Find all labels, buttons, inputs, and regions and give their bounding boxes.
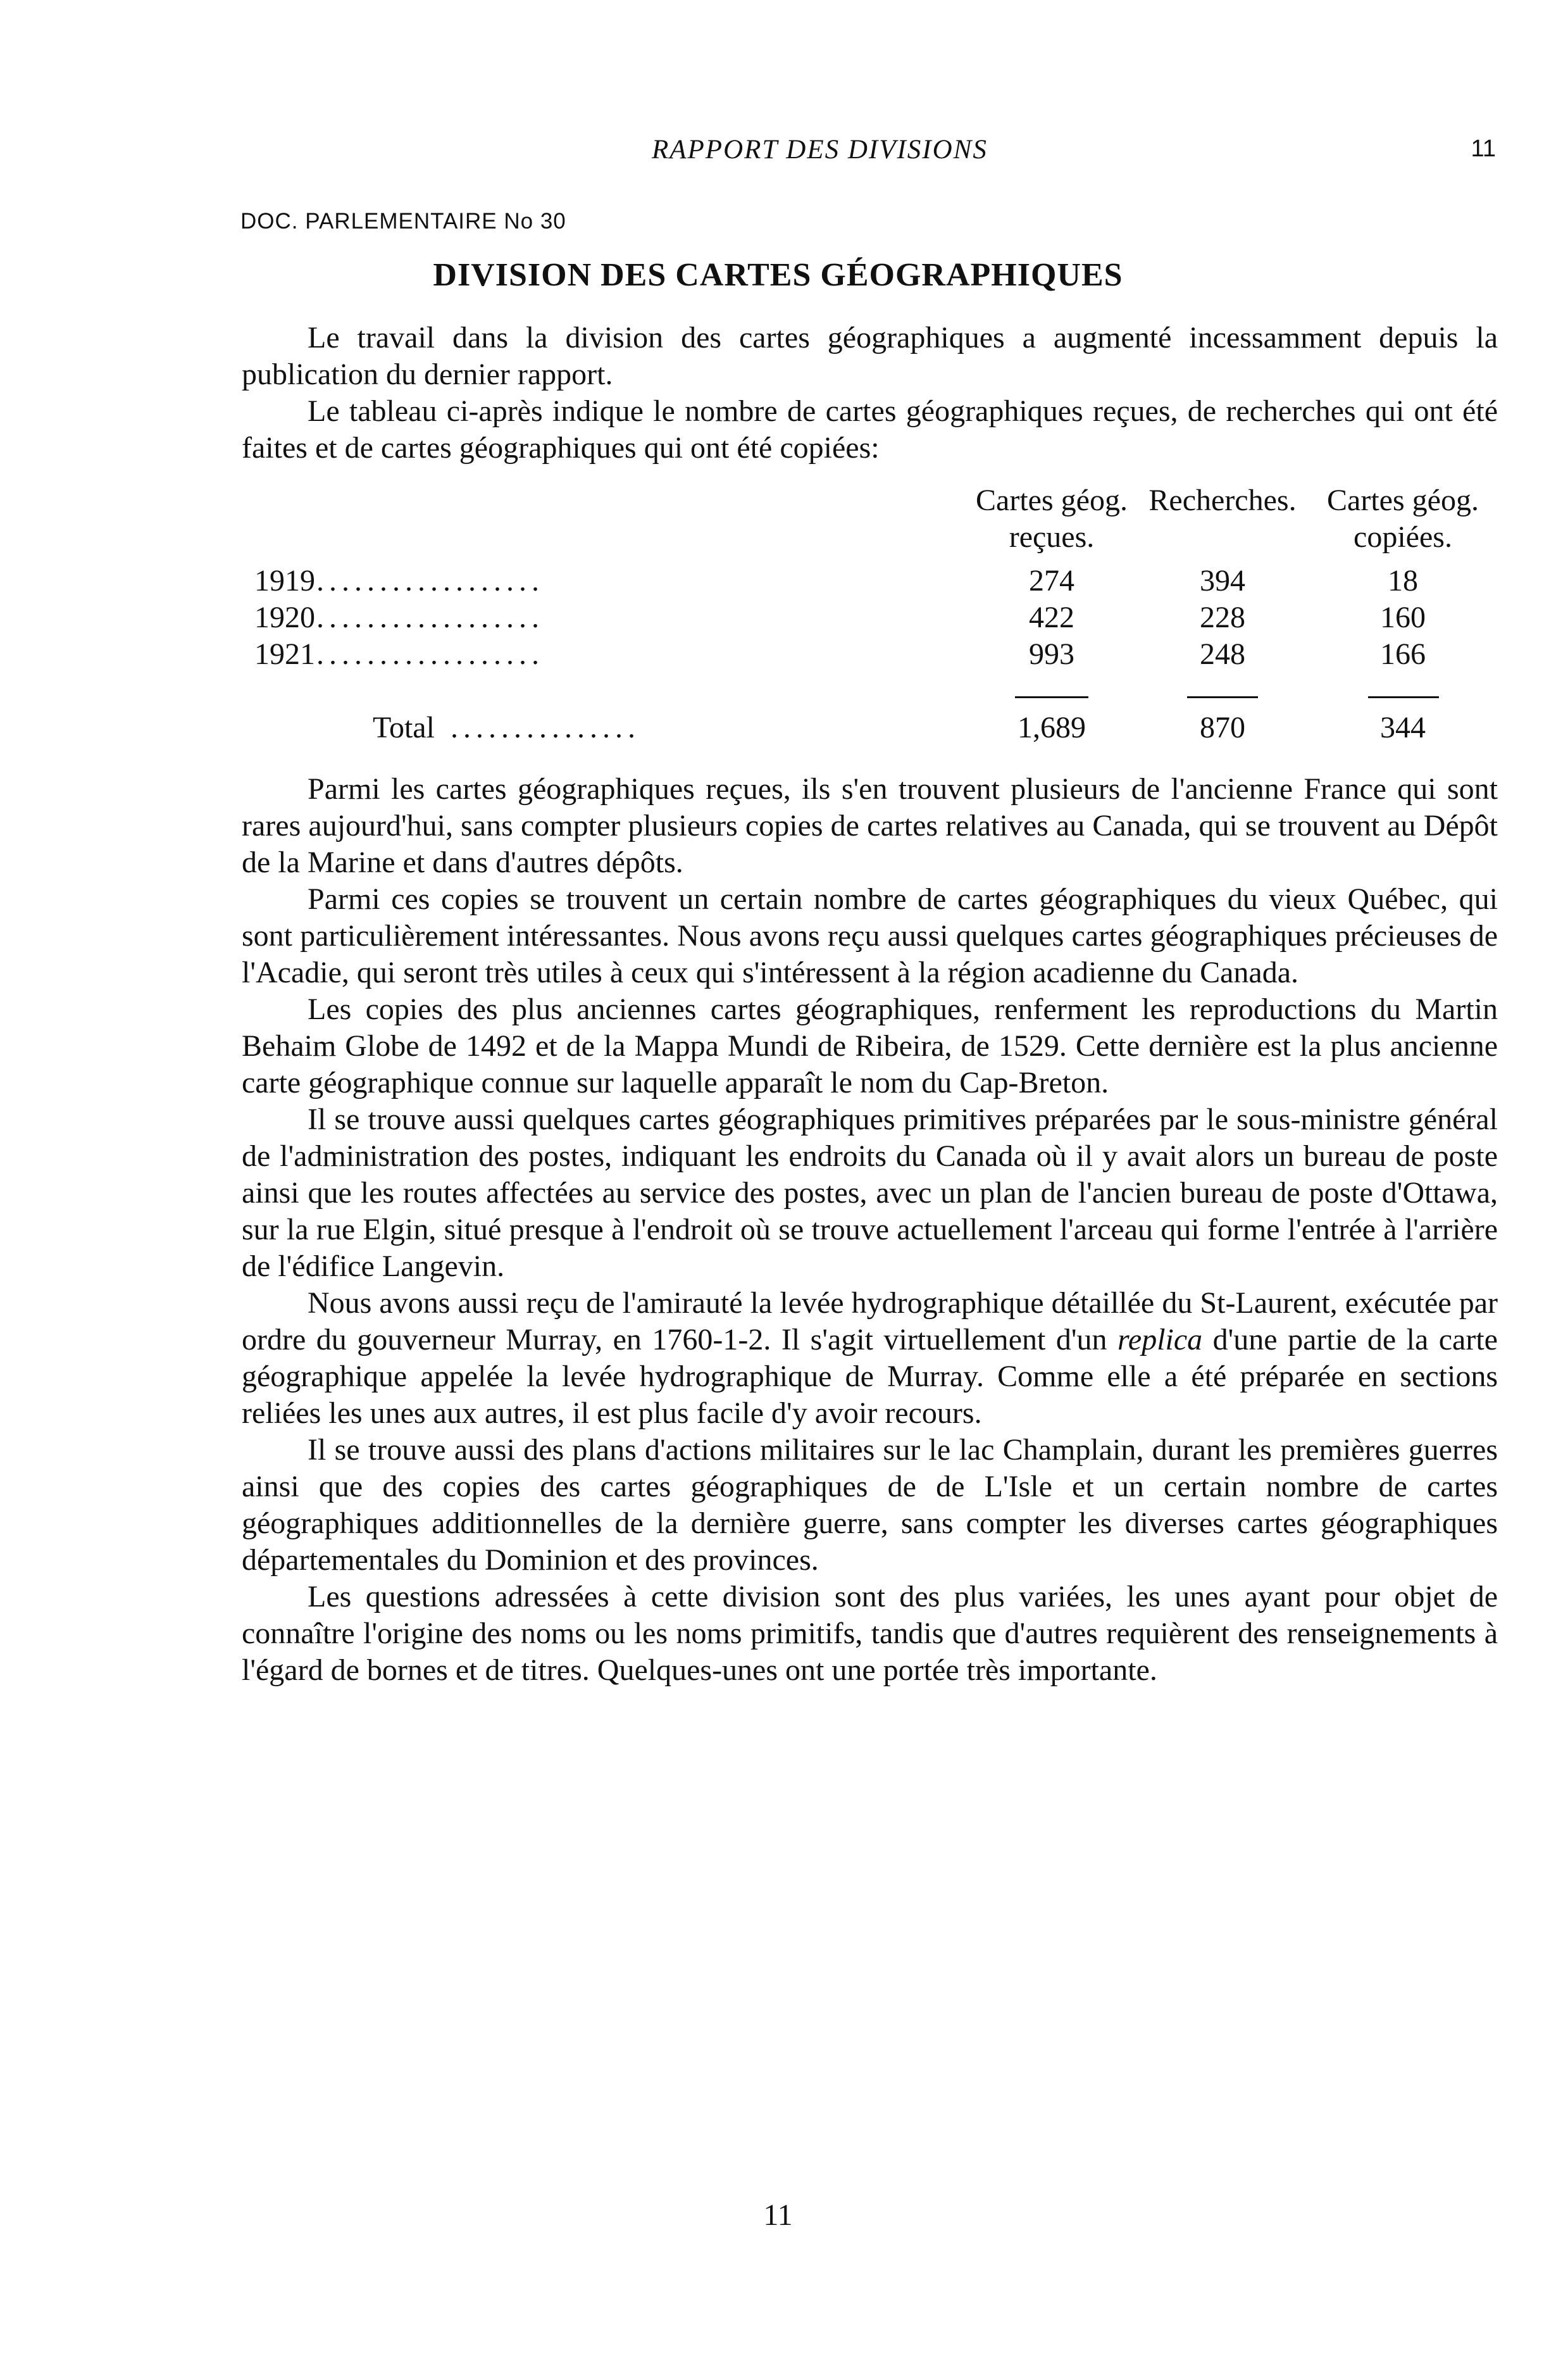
- paragraph: Il se trouve aussi des plans d'actions militaires sur le lac Champlain, durant les premières guerres ainsi que des copies des cartes géographiques de de L'Isle et un certain nombre de cartes géographiques additionnelles de la dernière guerre, sans compter les diverses cartes géographiques départementales du Dominion et des provinces.: [242, 1433, 1498, 1577]
- cell-searches: 228: [1200, 601, 1245, 634]
- total-rule: [1015, 696, 1088, 698]
- paragraph: Parmi les cartes géographiques reçues, ils s'en trouvent plusieurs de l'ancienne France qui sont rares aujourd'hui, sans compter plusieurs copies de cartes relatives au Canada, qui se trouvent au Dépôt de la Marine et dans d'autres dépôts.: [242, 772, 1498, 879]
- column-header-searches: Recherches.: [1148, 484, 1297, 517]
- cell-received: 274: [1029, 564, 1074, 598]
- total-searches: 870: [1200, 711, 1245, 744]
- paragraph: [242, 1285, 1498, 1432]
- intro-text: [242, 320, 1498, 467]
- dot-leader: ..................: [316, 637, 544, 671]
- cell-received: 422: [1029, 601, 1074, 634]
- cell-searches: 394: [1200, 564, 1245, 598]
- page-folio: 11: [763, 2198, 793, 2232]
- table-row: [242, 563, 1498, 600]
- running-header: [0, 134, 1556, 172]
- table-row: [242, 637, 1498, 673]
- statistics-table: [242, 482, 1498, 761]
- cell-copied: 166: [1380, 637, 1426, 671]
- italic-term: replica: [1117, 1323, 1203, 1356]
- paragraph: Parmi ces copies se trouvent un certain nombre de cartes géographiques du vieux Québec, qui sont particulièrement intéressantes. Nous avons reçu aussi quelques cartes géographiques précieuses de l'Acadie, qui seront très utiles à ceux qui s'intéressent à la région acadienne du Canada.: [242, 882, 1498, 989]
- cell-searches: 248: [1200, 637, 1245, 671]
- row-year: 1919: [254, 564, 315, 598]
- intro-paragraph: Le tableau ci-après indique le nombre de cartes géographiques reçues, de recherches qui ont été faites et de cartes géographiques qui ont été copiées:: [242, 394, 1498, 465]
- document-label: DOC. PARLEMENTAIRE No 30: [240, 209, 566, 234]
- cell-copied: 18: [1388, 564, 1418, 598]
- paragraph: Les questions adressées à cette division sont des plus variées, les unes ayant pour objet de connaître l'origine des noms ou les noms primitifs, tandis que d'autres requièrent des renseignements à l'égard de bornes et de titres. Quelques-unes ont une portée très importante.: [242, 1580, 1498, 1687]
- cell-copied: 160: [1380, 601, 1426, 634]
- column-header-copied: Cartes géog. copiées.: [1327, 484, 1479, 554]
- table-row: [242, 600, 1498, 637]
- total-label: Total: [373, 711, 435, 744]
- paragraph: Il se trouve aussi quelques cartes géographiques primitives préparées par le sous-ministre général de l'administration des postes, indiquant les endroits du Canada où il y avait alors un bureau de poste ainsi que les routes affectées au service des postes, avec un plan de l'ancien bureau de poste d'Ottawa, sur la rue Elgin, situé presque à l'endroit où se trouve actuellement l'arceau qui forme l'entrée à l'arrière de l'édifice Langevin.: [242, 1103, 1498, 1283]
- dot-leader: ..................: [316, 564, 544, 598]
- dot-leader: ..................: [316, 601, 544, 634]
- total-copied: 344: [1380, 711, 1426, 744]
- row-year: 1920: [254, 601, 315, 634]
- header-page-number: 11: [1471, 135, 1496, 162]
- intro-paragraph: Le travail dans la division des cartes géographiques a augmenté incessamment depuis la publication du dernier rapport.: [242, 321, 1498, 391]
- column-header-received: Cartes géog. reçues.: [976, 484, 1128, 554]
- total-received: 1,689: [1018, 711, 1086, 744]
- running-title: RAPPORT DES DIVISIONS: [652, 135, 988, 165]
- total-row: [242, 710, 1498, 747]
- cell-received: 993: [1029, 637, 1074, 671]
- total-rule: [1368, 696, 1439, 698]
- paragraph: Les copies des plus anciennes cartes géographiques, renferment les reproductions du Martin Behaim Globe de 1492 et de la Mappa Mundi de Ribeira, de 1529. Cette dernière est la plus ancienne carte géographique connue sur laquelle apparaît le nom du Cap-Breton.: [242, 993, 1498, 1099]
- body-text: [242, 771, 1498, 1689]
- dot-leader: ...............: [451, 711, 640, 744]
- total-rule: [1187, 696, 1258, 698]
- paragraph-text: Nous avons aussi reçu de l'amirauté la levée hydrographique détaillée du St-Laurent, exécutée par ordre du gouverneur Murray, en 1760-1-2. Il s'agit virtuellement d'un: [242, 1286, 1498, 1356]
- section-heading: DIVISION DES CARTES GÉOGRAPHIQUES: [433, 257, 1123, 293]
- paragraph-text: d'une partie de la carte géographique appelée la levée hydrographique de Murray. Comme elle a été préparée en sections reliées les unes aux autres, il est plus facile d'y avoir recours.: [242, 1323, 1498, 1430]
- row-year: 1921: [254, 637, 315, 671]
